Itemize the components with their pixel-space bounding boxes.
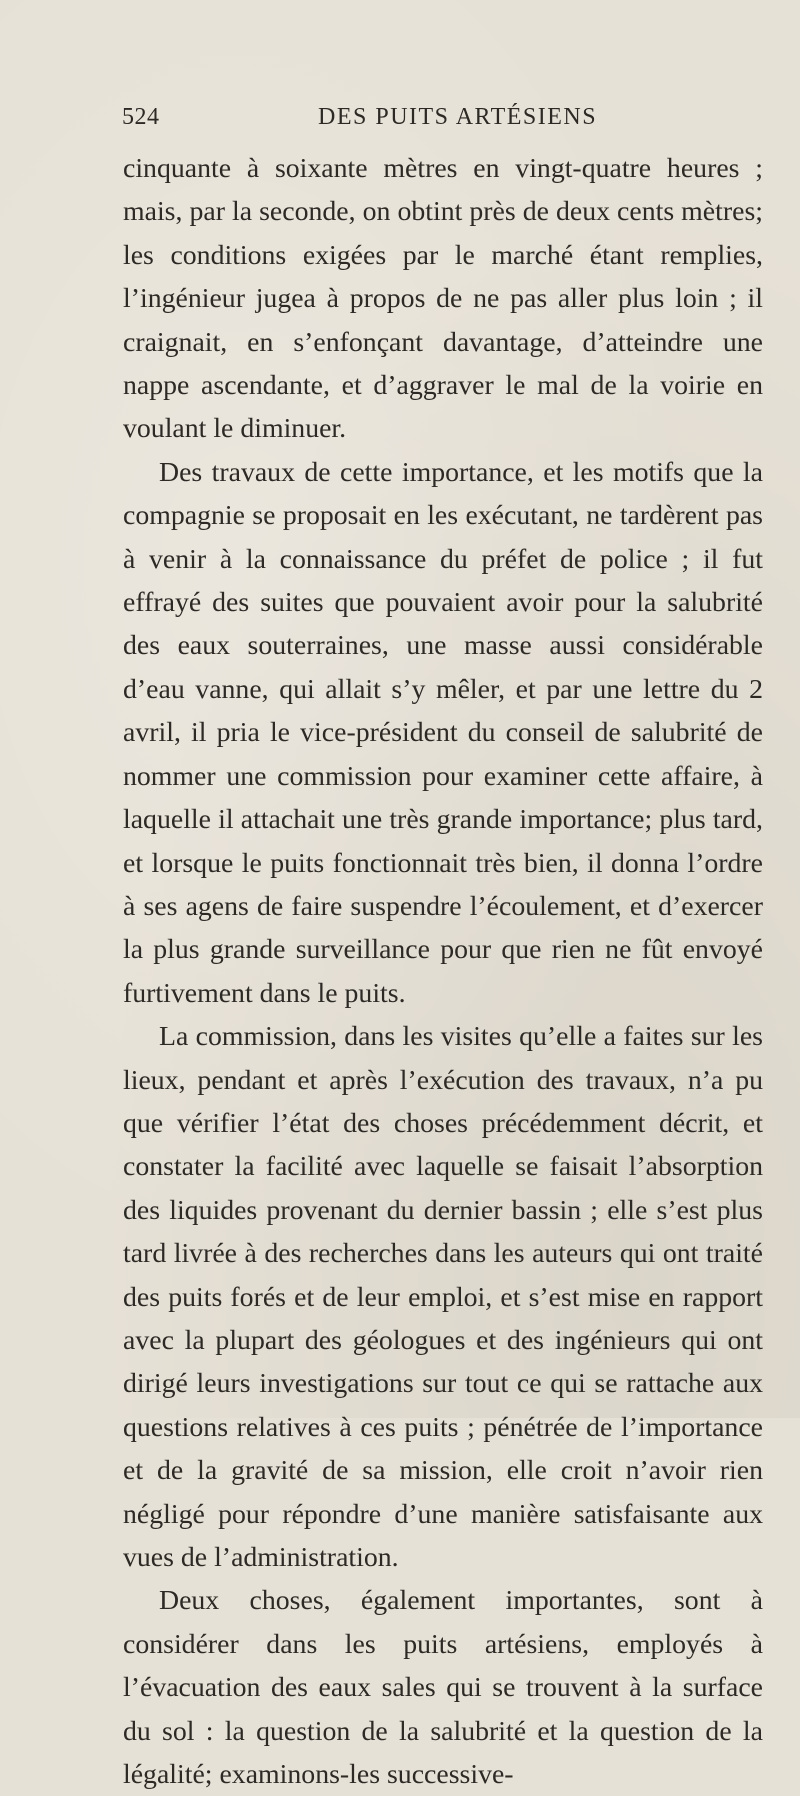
paragraph: Deux choses, également importantes, sont à considérer dans les puits artésiens, employés à l’évacuation des eaux sales qui se trouvent à la surface du sol : la question de la salubrité et la question de la légalité; examinons-les successive- — [123, 1585, 763, 1791]
running-title: DES PUITS ARTÉSIENS — [318, 104, 598, 130]
page-header — [122, 104, 740, 140]
paragraph: Des travaux de cette importance, et les motifs que la compagnie se proposait en les exécutant, ne tardèrent pas à venir à la connaissance du préfet de police ; il fut effrayé des suites que pouvaient avoir pour la salubrité des eaux souterraines, une masse aussi considérable d’eau vanne, qui allait s’y mêler, et par une lettre du 2 avril, il pria le vice-président du conseil de salubrité de nommer une commission pour examiner cette affaire, à laquelle il attachait une très grande importance; plus tard, et lorsque le puits fonctionnait très bien, il donna l’ordre à ses agens de faire suspendre l’écoulement, et d’exercer la plus grande surveillance pour que rien ne fût envoyé furtivement dans le puits. — [123, 456, 763, 1009]
body-text — [123, 147, 763, 1796]
paragraph: cinquante à soixante mètres en vingt-quatre heures ; mais, par la seconde, on obtint près de deux cents mètres; les conditions exigées par le marché étant remplies, l’ingénieur jugea à propos de ne pas aller plus loin ; il craignait, en s’enfonçant davantage, d’atteindre une nappe ascendante, et d’aggraver le mal de la voirie en voulant le diminuer. — [123, 153, 763, 445]
paragraph: La commission, dans les visites qu’elle a faites sur les lieux, pendant et après l’exécution des travaux, n’a pu que vérifier l’état des choses précédemment décrit, et constater la facilité avec laquelle se faisait l’absorption des liquides provenant du dernier bassin ; elle s’est plus tard livrée à des recherches dans les auteurs qui ont traité des puits forés et de leur emploi, et s’est mise en rapport avec la plupart des géologues et des ingénieurs qui ont dirigé leurs investigations sur tout ce qui se rattache aux questions relatives à ces puits ; pénétrée de l’importance et de la gravité de sa mission, elle croit n’avoir rien négligé pour répondre d’une manière satisfaisante aux vues de l’administration. — [123, 1021, 763, 1573]
page-number: 524 — [122, 104, 160, 130]
